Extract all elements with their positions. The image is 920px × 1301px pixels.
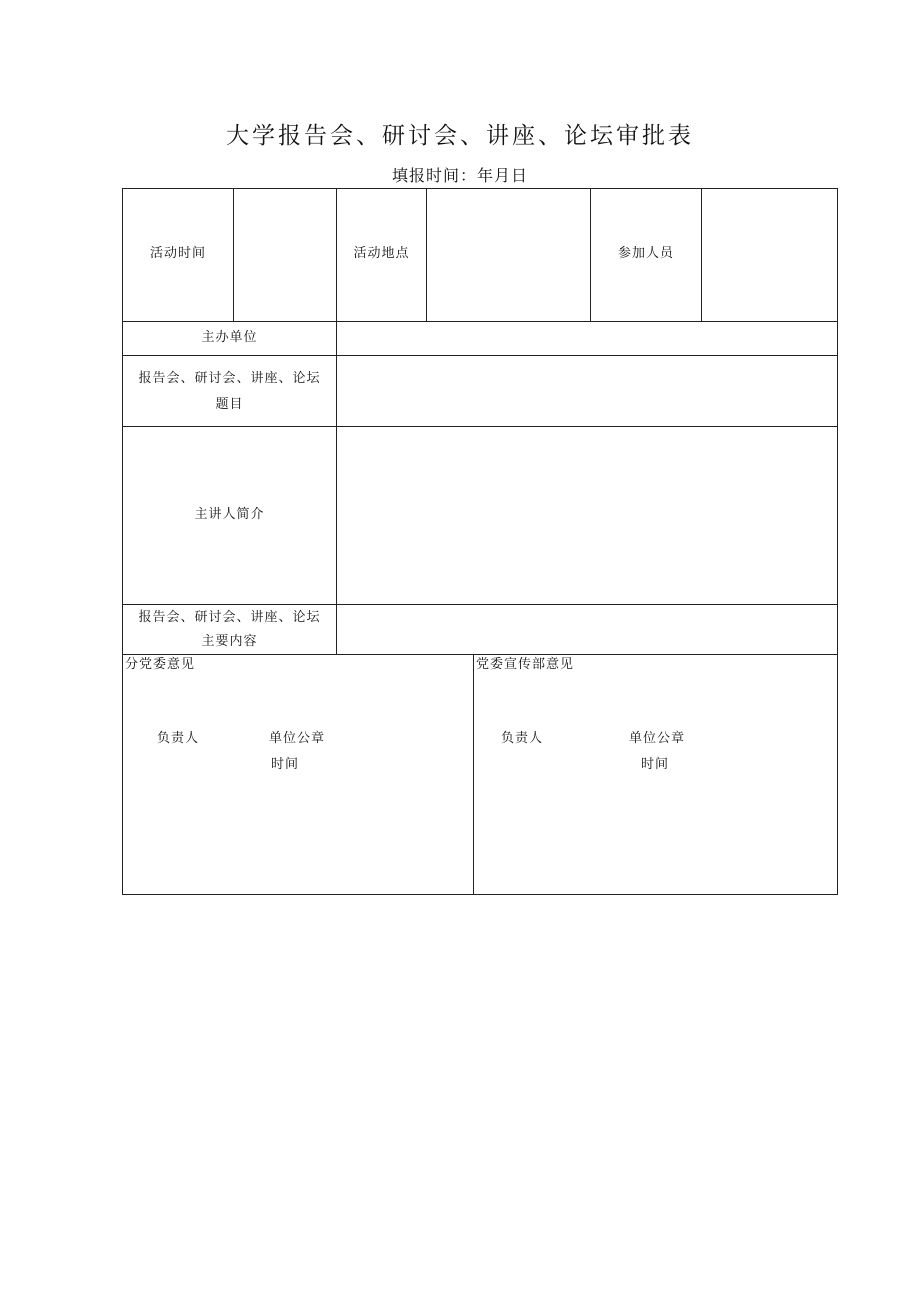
activity-location-field[interactable] (427, 189, 590, 321)
branch-committee-opinion-field[interactable] (123, 678, 473, 894)
publicity-department-opinion-title: 党委宣传部意见 (476, 657, 575, 672)
topic-field[interactable] (337, 356, 837, 426)
branch-committee-seal-label: 单位公章 (269, 731, 326, 746)
activity-location-label: 活动地点 (353, 246, 410, 261)
topic-label-line2: 题目 (215, 397, 244, 412)
page-title: 大学报告会、研讨会、讲座、论坛审批表 (226, 123, 694, 149)
branch-committee-time-label: 时间 (271, 757, 300, 772)
main-content-field[interactable] (337, 605, 837, 654)
publicity-department-seal-label: 单位公章 (629, 731, 686, 746)
topic-label-line1: 报告会、研讨会、讲座、论坛 (138, 371, 321, 386)
speaker-intro-label: 主讲人简介 (194, 507, 265, 522)
activity-time-label: 活动时间 (149, 246, 206, 261)
organizer-field[interactable] (337, 322, 837, 355)
main-content-label-line2: 主要内容 (201, 634, 258, 649)
fill-date-label: 填报时间：年月日 (391, 166, 528, 185)
speaker-intro-field[interactable] (337, 427, 837, 604)
branch-committee-responsible-label: 负责人 (157, 731, 200, 746)
publicity-department-time-label: 时间 (641, 757, 670, 772)
publicity-department-opinion-field[interactable] (474, 678, 837, 894)
branch-committee-opinion-title: 分党委意见 (125, 657, 196, 672)
publicity-department-responsible-label: 负责人 (501, 731, 544, 746)
organizer-label: 主办单位 (201, 330, 258, 345)
main-content-label-line1: 报告会、研讨会、讲座、论坛 (138, 610, 321, 625)
activity-time-field[interactable] (234, 189, 336, 321)
participants-field[interactable] (702, 189, 837, 321)
participants-label: 参加人员 (617, 246, 674, 261)
